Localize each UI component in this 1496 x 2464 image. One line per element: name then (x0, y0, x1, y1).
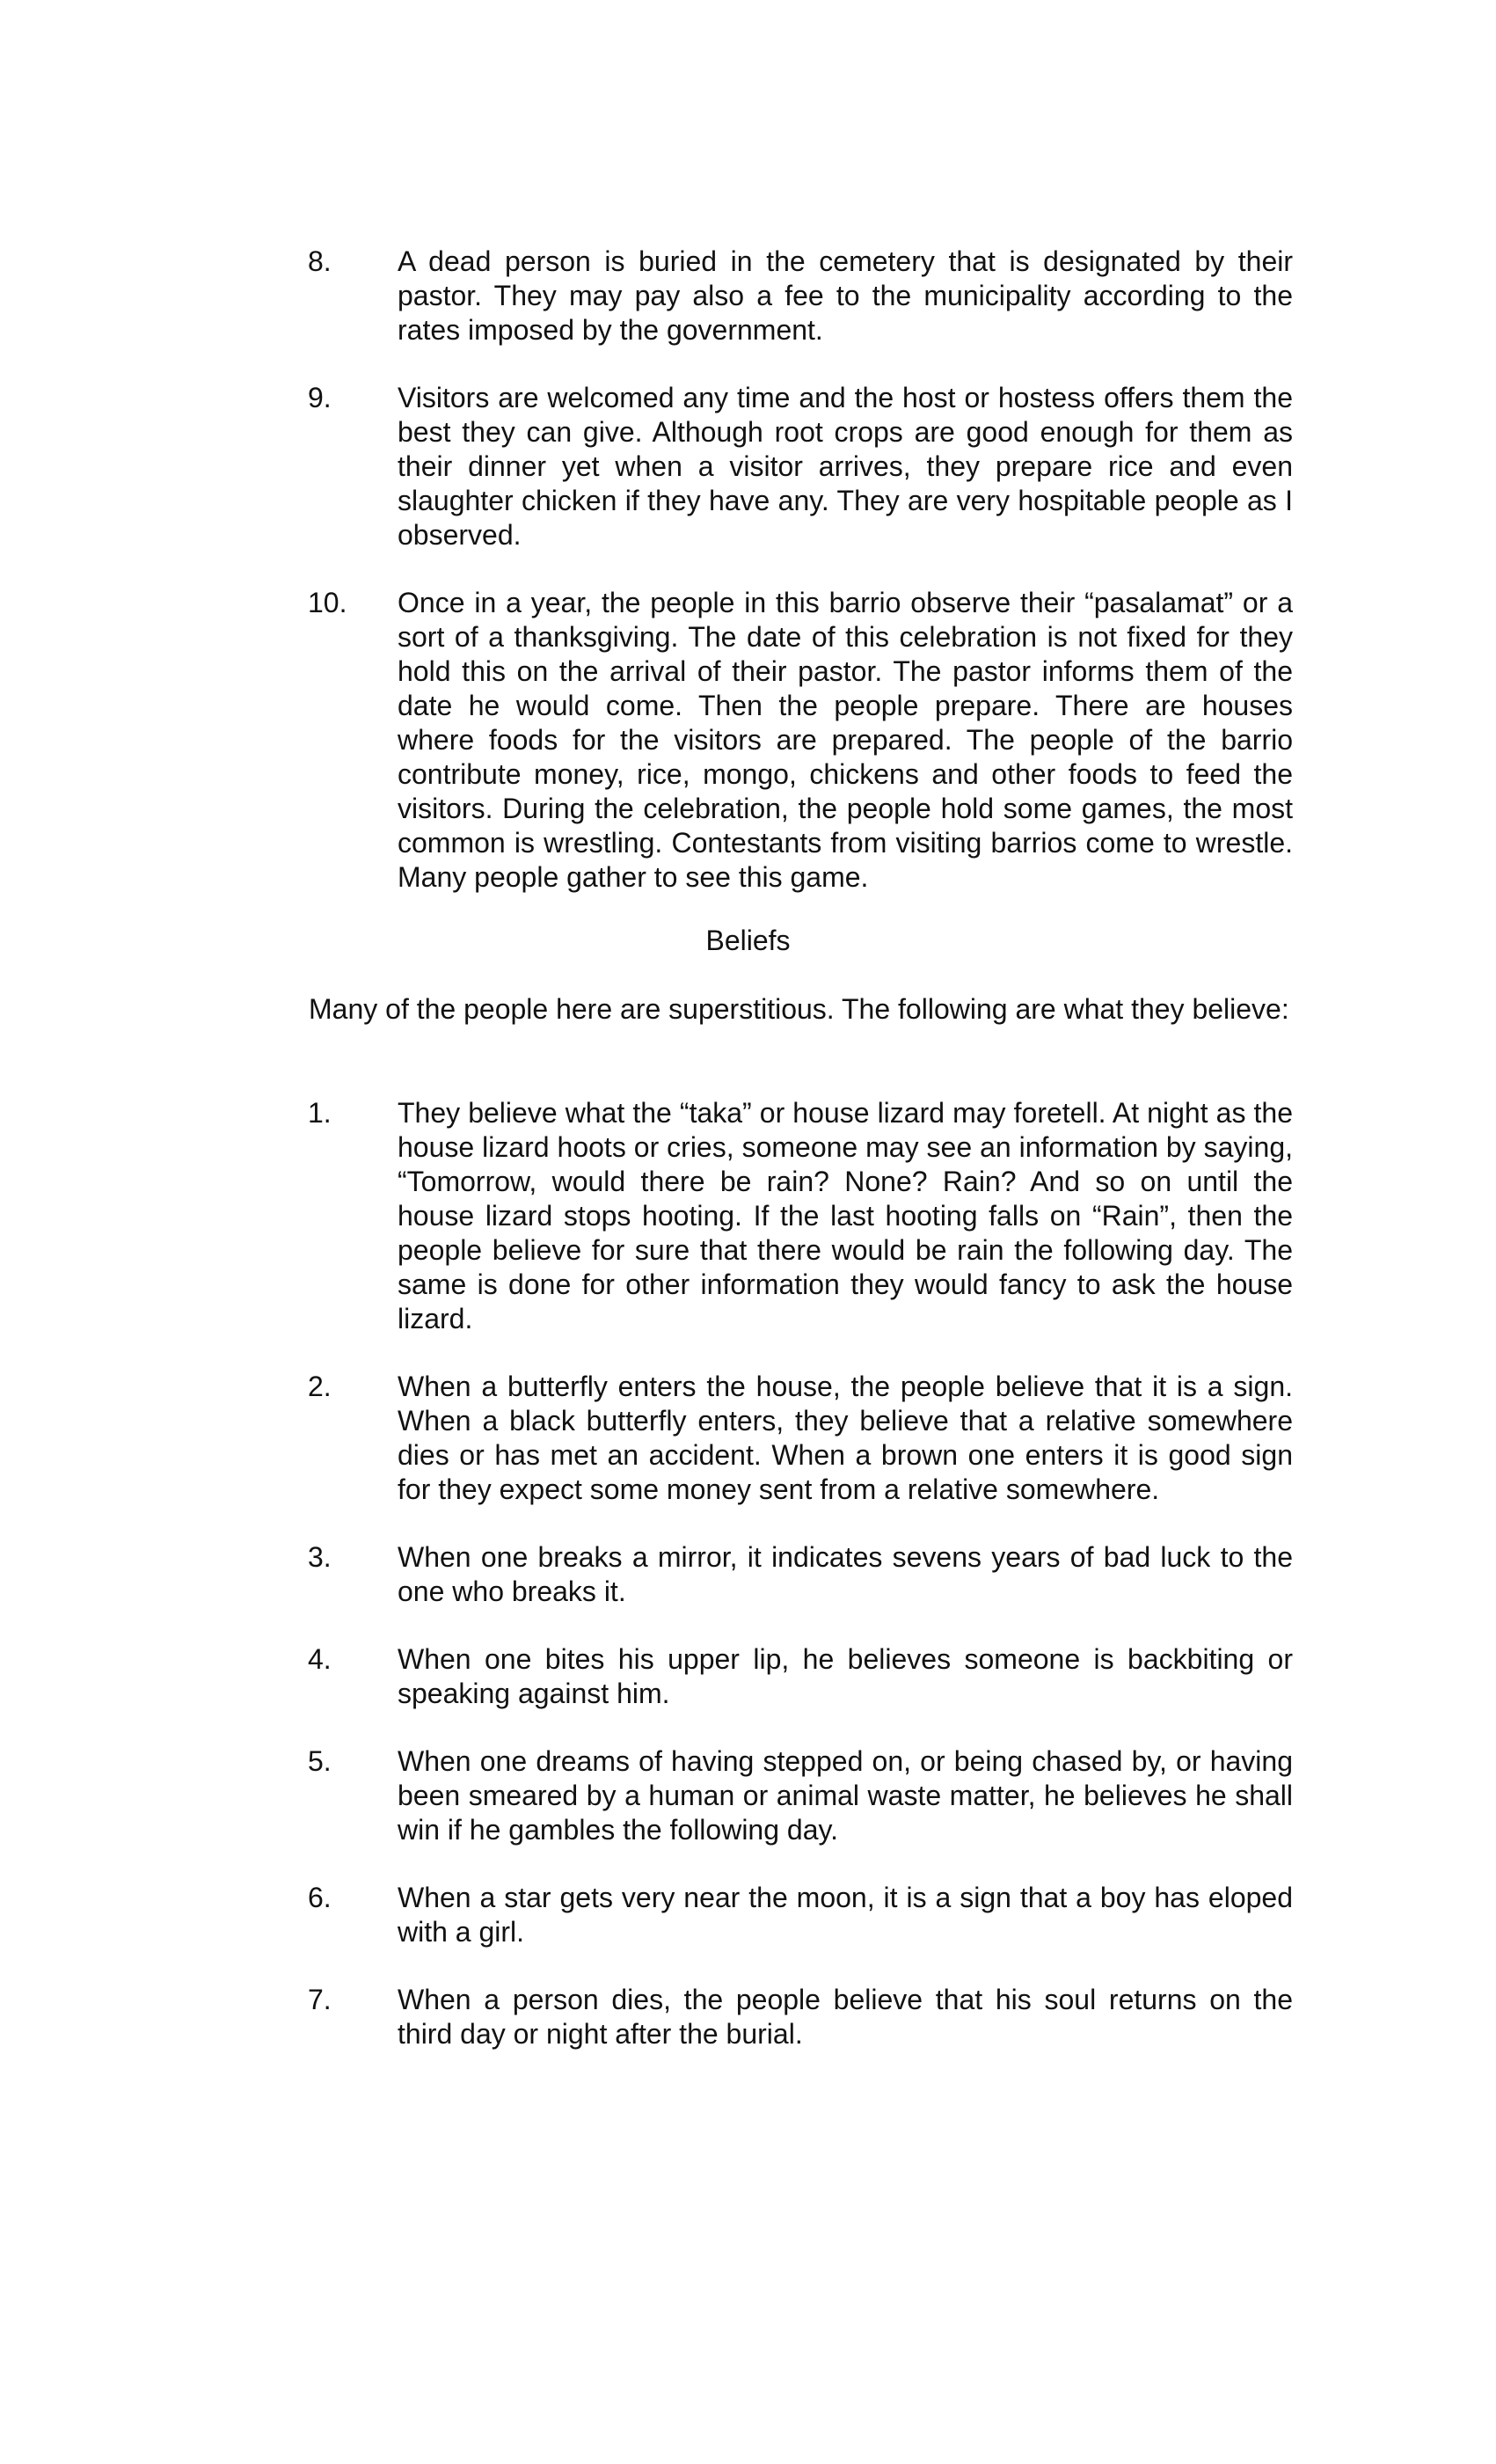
item-number: 9. (308, 382, 332, 413)
list-item (0, 1540, 1496, 1609)
list-item (0, 1983, 1496, 2051)
item-number: 5. (308, 1745, 332, 1777)
item-text: They believe what the “taka” or house lizard may foretell. At night as the house lizard hoots or cries, someone may see an information by saying, “Tomorrow, would there be rain? None? Rain? And so on until the house lizard stops hooting. If the last hooting falls on “Rain”, then the people believe for sure that there would be rain the following day. The same is done for other information they would fancy to ask the house lizard. (398, 1097, 1293, 1334)
item-text: When one breaks a mirror, it indicates sevens years of bad luck to the one who breaks it. (398, 1541, 1293, 1607)
item-number: 6. (308, 1882, 332, 1913)
item-text: When one bites his upper lip, he believes someone is backbiting or speaking against him. (398, 1643, 1293, 1709)
item-number: 4. (308, 1643, 332, 1675)
list-item (0, 586, 1496, 895)
item-text: When a star gets very near the moon, it is a sign that a boy has eloped with a girl. (398, 1882, 1293, 1948)
item-text: When a person dies, the people believe that his soul returns on the third day or night after the burial. (398, 1984, 1293, 2050)
item-text: A dead person is buried in the cemetery that is designated by their pastor. They may pay also a fee to the municipality according to the rates imposed by the government. (398, 245, 1293, 346)
item-number: 2. (308, 1371, 332, 1402)
item-number: 10. (308, 587, 347, 618)
list-item (0, 1096, 1496, 1336)
section-heading: Beliefs (705, 925, 791, 956)
list-item (0, 381, 1496, 552)
numbered-list-beliefs (0, 1096, 1496, 2085)
list-item (0, 1744, 1496, 1847)
item-number: 3. (308, 1541, 332, 1573)
list-item (0, 1370, 1496, 1507)
item-text: When a butterfly enters the house, the people believe that it is a sign. When a black butterfly enters, they believe that a relative somewhere dies or has met an accident. When a brown one enters it is good sign for they expect some money sent from a relative somewhere. (398, 1371, 1293, 1505)
numbered-list-customs (0, 245, 1496, 928)
item-text: Once in a year, the people in this barrio observe their “pasalamat” or a sort of a thanksgiving. The date of this celebration is not fixed for they hold this on the arrival of their pastor. The pastor informs them of the date he would come. Then the people prepare. There are houses where foods for the visitors are prepared. The people of the barrio contribute money, rice, mongo, chickens and other foods to feed the visitors. During the celebration, the people hold some games, the most common is wrestling. Contestants from visiting barrios come to wrestle. Many people gather to see this game. (398, 587, 1293, 893)
list-item (0, 1642, 1496, 1711)
item-number: 8. (308, 245, 332, 277)
list-item (0, 245, 1496, 347)
list-item (0, 1881, 1496, 1949)
item-number: 1. (308, 1097, 332, 1129)
item-text: Visitors are welcomed any time and the host or hostess offers them the best they can give. Although root crops are good enough for them as their dinner yet when a visitor arrives, they prepare rice and even slaughter chicken if they have any. They are very hospitable people as I observed. (398, 382, 1293, 551)
item-text: When one dreams of having stepped on, or being chased by, or having been smeared by a human or animal waste matter, he believes he shall win if he gambles the following day. (398, 1745, 1293, 1846)
item-number: 7. (308, 1984, 332, 2015)
intro-paragraph: Many of the people here are superstitious. The following are what they believe: (309, 993, 1289, 1025)
